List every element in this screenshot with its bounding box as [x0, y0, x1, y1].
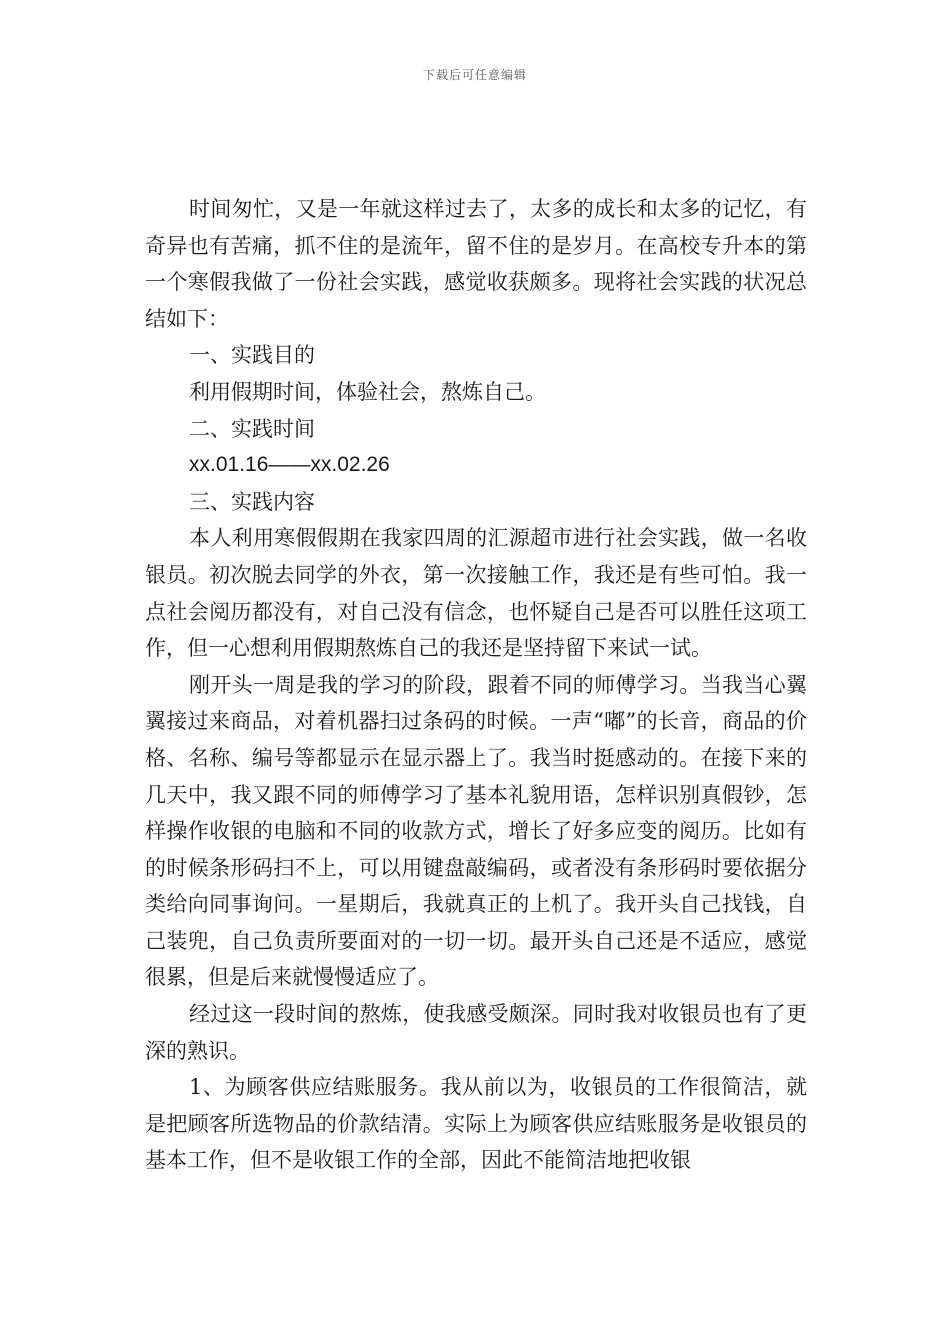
paragraph-content-4: 1、为顾客供应结账服务。我从前以为，收银员的工作很简洁，就是把顾客所选物品的价款结清。实际上为顾客供应结账服务是收银员的基本工作，但不是收银工作的全部，因此不能简洁地把收银 [145, 1075, 807, 1173]
heading-time: 二、实践时间 [189, 416, 315, 441]
heading-purpose: 一、实践目的 [189, 343, 315, 368]
paragraph-intro: 时间匆忙，又是一年就这样过去了，太多的成长和太多的记忆，有奇异也有苦痛，抓不住的是流年，留不住的是岁月。在高校专升本的第一个寒假我做了一份社会实践，感觉收获颇多。现将社会实践的状况总结如下： [145, 197, 807, 331]
paragraph-time: xx.01.16——xx.02.26 [189, 453, 390, 477]
document-body [145, 191, 807, 1179]
paragraph-content-2: 刚开头一周是我的学习的阶段，跟着不同的师傅学习。当我当心翼翼接过来商品，对着机器扫过条码的时候。一声“嘟”的长音，商品的价格、名称、编号等都显示在显示器上了。我当时挺感动的。在接下来的几天中，我又跟不同的师傅学习了基本礼貌用语，怎样识别真假钞，怎样操作收银的电脑和不同的收款方式，增长了好多应变的阅历。比如有的时候条形码扫不上，可以用键盘敲编码，或者没有条形码时要依据分类给向同事询问。一星期后，我就真正的上机了。我开头自己找钱，自己装兜，自己负责所要面对的一切一切。最开头自己还是不适应，感觉很累，但是后来就慢慢适应了。 [145, 672, 807, 990]
paragraph-purpose: 利用假期时间，体验社会，熬炼自己。 [189, 379, 546, 404]
heading-content: 三、实践内容 [189, 489, 315, 514]
header-note: 下载后可任意编辑 [422, 68, 527, 82]
paragraph-content-1: 本人利用寒假假期在我家四周的汇源超市进行社会实践，做一名收银员。初次脱去同学的外衣，第一次接触工作，我还是有些可怕。我一点社会阅历都没有，对自己没有信念，也怀疑自己是否可以胜任这项工作，但一心想利用假期熬炼自己的我还是坚持留下来试一试。 [145, 526, 807, 661]
paragraph-content-3: 经过这一段时间的熬炼，使我感受颇深。同时我对收银员也有了更深的熟识。 [145, 1002, 807, 1063]
